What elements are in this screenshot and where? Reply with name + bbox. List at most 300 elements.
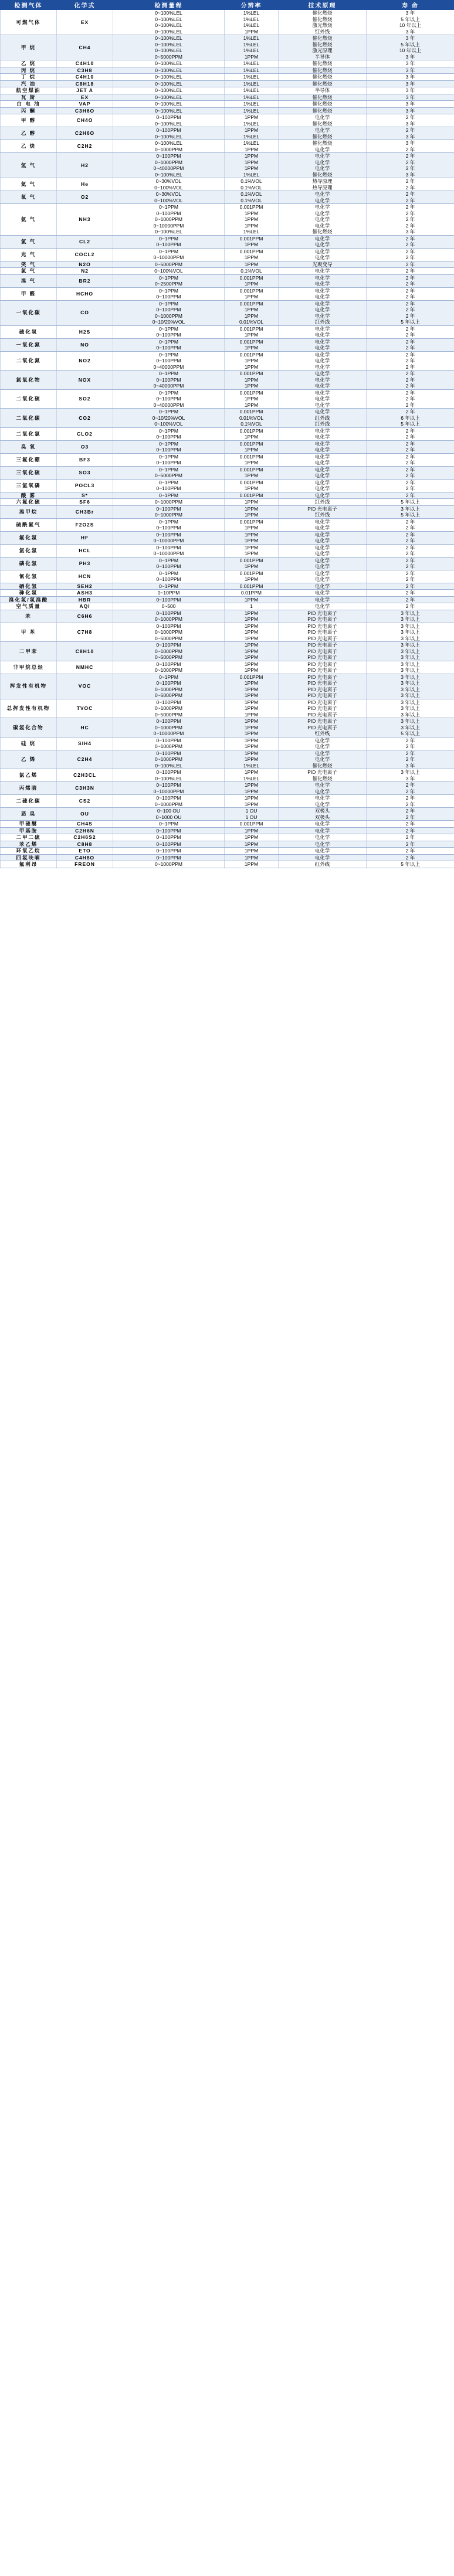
cell-detection-range: 0~10000PPM: [113, 550, 225, 557]
cell-technology: 电化学: [279, 570, 367, 576]
cell-resolution: 1%LEL: [225, 67, 279, 74]
cell-gas-name: 乙 醇: [1, 127, 57, 140]
cell-resolution: 1%LEL: [225, 140, 279, 147]
cell-resolution: 0.001PPM: [225, 466, 279, 473]
cell-technology: PID 光电离子: [279, 725, 367, 731]
cell-life: 3 年以上: [367, 692, 454, 699]
cell-detection-range: 0~40000PPM: [113, 383, 225, 389]
cell-gas-name: 非甲烷总烃: [1, 661, 57, 674]
cell-gas-name: 氮氧化物: [1, 371, 57, 390]
cell-gas-name: 挥发性有机物: [1, 674, 57, 699]
cell-resolution: 1PPM: [225, 642, 279, 648]
cell-detection-range: 0~1000PPM: [113, 667, 225, 674]
cell-life: 3 年以上: [367, 654, 454, 661]
cell-detection-range: 0~100PPM: [113, 531, 225, 538]
cell-resolution: 1PPM: [225, 473, 279, 479]
cell-formula: HCN: [57, 570, 113, 583]
cell-technology: 电化学: [279, 525, 367, 531]
cell-resolution: 1PPM: [225, 485, 279, 492]
cell-life: 3 年以上: [367, 661, 454, 667]
cell-technology: 激光燃烧: [279, 22, 367, 29]
cell-formula: SEH2: [57, 583, 113, 590]
cell-resolution: 1PPM: [225, 789, 279, 795]
cell-detection-range: 0~100%LEL: [113, 67, 225, 74]
cell-technology: 电化学: [279, 834, 367, 841]
cell-detection-range: 0~1PPM: [113, 518, 225, 525]
cell-life: 2 年: [367, 198, 454, 204]
cell-resolution: 1PPM: [225, 525, 279, 531]
cell-detection-range: 0~100PPM: [113, 576, 225, 583]
cell-technology: 电化学: [279, 434, 367, 440]
cell-formula: SIH4: [57, 737, 113, 750]
cell-formula: H2: [57, 153, 113, 178]
cell-life: 2 年: [367, 538, 454, 544]
cell-life: 2 年: [367, 563, 454, 570]
cell-formula: EX: [57, 94, 113, 101]
cell-detection-range: 0~10000PPM: [113, 254, 225, 261]
cell-technology: 电化学: [279, 782, 367, 789]
cell-life: 2 年: [367, 590, 454, 597]
table-row: [1, 492, 454, 499]
cell-life: 2 年: [367, 254, 454, 261]
table-row: [1, 204, 454, 210]
cell-gas-name: 一氧化氮: [1, 338, 57, 351]
table-row: [1, 841, 454, 848]
cell-detection-range: 0~1000PPM: [113, 861, 225, 868]
table-row: [1, 325, 454, 332]
cell-resolution: 0.1%VOL: [225, 191, 279, 198]
cell-technology: 电化学: [279, 216, 367, 223]
table-row: [1, 596, 454, 603]
cell-technology: 激光原理: [279, 47, 367, 54]
cell-detection-range: 0~10000PPM: [113, 223, 225, 229]
cell-detection-range: 0~5000PPM: [113, 654, 225, 661]
cell-resolution: 0.001PPM: [225, 583, 279, 590]
cell-technology: 电化学: [279, 531, 367, 538]
table-row: [1, 821, 454, 828]
cell-gas-name: 环氧乙烷: [1, 848, 57, 855]
cell-technology: PID 光电离子: [279, 718, 367, 725]
table-row: [1, 590, 454, 597]
cell-detection-range: 0~100PPM: [113, 396, 225, 402]
cell-life: 2 年: [367, 485, 454, 492]
cell-detection-range: 0~1000PPM: [113, 801, 225, 808]
cell-resolution: 1PPM: [225, 623, 279, 629]
cell-technology: 催化燃烧: [279, 134, 367, 140]
cell-gas-name: 硒化氢: [1, 583, 57, 590]
cell-resolution: 1%LEL: [225, 101, 279, 108]
cell-life: 2 年: [367, 204, 454, 210]
cell-formula: ASH3: [57, 590, 113, 597]
cell-technology: 催化燃烧: [279, 10, 367, 16]
cell-life: 10 年以上: [367, 22, 454, 29]
cell-technology: 红外线: [279, 512, 367, 518]
table-row: [1, 67, 454, 74]
cell-resolution: 1PPM: [225, 841, 279, 848]
cell-detection-range: 0~1000PPM: [113, 743, 225, 750]
cell-life: 2 年: [367, 281, 454, 287]
cell-detection-range: 0~1000PPM: [113, 147, 225, 153]
cell-life: 3 年: [367, 94, 454, 101]
table-row: [1, 287, 454, 294]
cell-technology: 电化学: [279, 371, 367, 377]
cell-life: 3 年以上: [367, 667, 454, 674]
cell-technology: 电化学: [279, 743, 367, 750]
cell-detection-range: 0~100%VOL: [113, 185, 225, 191]
cell-life: 2 年: [367, 313, 454, 320]
cell-life: 3 年: [367, 140, 454, 147]
cell-technology: PID 光电离子: [279, 667, 367, 674]
table-row: [1, 153, 454, 159]
cell-technology: 电化学: [279, 795, 367, 801]
cell-resolution: 1PPM: [225, 687, 279, 693]
cell-life: 3 年以上: [367, 705, 454, 712]
cell-life: 2 年: [367, 808, 454, 814]
cell-resolution: 0.001PPM: [225, 492, 279, 499]
cell-life: 5 年以上: [367, 319, 454, 325]
cell-resolution: 1PPM: [225, 692, 279, 699]
cell-resolution: 0.001PPM: [225, 204, 279, 210]
cell-life: 2 年: [367, 191, 454, 198]
cell-resolution: 1PPM: [225, 261, 279, 268]
cell-resolution: 1PPM: [225, 629, 279, 635]
cell-technology: PID 光电离子: [279, 629, 367, 635]
cell-formula: CLO2: [57, 427, 113, 440]
cell-resolution: 1%LEL: [225, 94, 279, 101]
gas-sensor-spec-sheet: [0, 0, 454, 868]
cell-technology: 红外线: [279, 499, 367, 506]
cell-detection-range: 0~1000PPM: [113, 216, 225, 223]
cell-gas-name: 光 气: [1, 248, 57, 261]
cell-life: 2 年: [367, 364, 454, 371]
cell-detection-range: 0~500: [113, 603, 225, 610]
cell-formula: POCL3: [57, 479, 113, 492]
cell-technology: 电化学: [279, 550, 367, 557]
cell-resolution: 1: [225, 603, 279, 610]
cell-technology: PID 光电离子: [279, 654, 367, 661]
cell-life: 2 年: [367, 841, 454, 848]
cell-resolution: 1PPM: [225, 538, 279, 544]
cell-detection-range: 0~10000PPM: [113, 730, 225, 737]
cell-technology: 催化燃烧: [279, 107, 367, 114]
cell-life: 2 年: [367, 814, 454, 821]
cell-formula: BF3: [57, 453, 113, 466]
cell-resolution: 1PPM: [225, 396, 279, 402]
cell-gas-name: 二氧化碳: [1, 409, 57, 428]
cell-detection-range: 0~100PPM: [113, 769, 225, 776]
cell-technology: 电化学: [279, 294, 367, 300]
cell-technology: 催化燃烧: [279, 42, 367, 48]
table-row: [1, 127, 454, 134]
cell-resolution: 0.001PPM: [225, 440, 279, 447]
cell-formula: HF: [57, 531, 113, 544]
cell-formula: H2S: [57, 325, 113, 338]
cell-life: 2 年: [367, 127, 454, 134]
cell-resolution: 1PPM: [225, 447, 279, 453]
cell-resolution: 1PPM: [225, 210, 279, 217]
table-row: [1, 718, 454, 725]
cell-resolution: 1%LEL: [225, 60, 279, 67]
cell-gas-name: 甲基胺: [1, 827, 57, 834]
cell-detection-range: 0~100PPM: [113, 699, 225, 705]
cell-resolution: 1PPM: [225, 834, 279, 841]
cell-detection-range: 0~1PPM: [113, 351, 225, 358]
cell-technology: 催化燃烧: [279, 35, 367, 42]
table-row: [1, 453, 454, 460]
cell-technology: 电化学: [279, 603, 367, 610]
cell-formula: C2H2: [57, 140, 113, 153]
cell-detection-range: 0~10/20%VOL: [113, 319, 225, 325]
cell-life: 2 年: [367, 479, 454, 485]
cell-resolution: 1PPM: [225, 699, 279, 705]
cell-resolution: 0.001PPM: [225, 300, 279, 307]
cell-life: 2 年: [367, 300, 454, 307]
cell-life: 3 年以上: [367, 674, 454, 680]
cell-formula: CO: [57, 300, 113, 325]
cell-formula: SO2: [57, 389, 113, 409]
cell-detection-range: 0~100%LEL: [113, 35, 225, 42]
cell-technology: 电化学: [279, 590, 367, 597]
cell-detection-range: 0~100%LEL: [113, 107, 225, 114]
cell-life: 2 年: [367, 596, 454, 603]
cell-resolution: 1PPM: [225, 499, 279, 506]
cell-resolution: 0.001PPM: [225, 409, 279, 415]
cell-resolution: 1%LEL: [225, 42, 279, 48]
cell-life: 3 年: [367, 10, 454, 16]
cell-gas-name: 甲硫醚: [1, 821, 57, 828]
cell-technology: 电化学: [279, 544, 367, 550]
cell-detection-range: 0~1PPM: [113, 583, 225, 590]
cell-resolution: 1PPM: [225, 294, 279, 300]
cell-technology: 半导体: [279, 54, 367, 60]
cell-life: 2 年: [367, 603, 454, 610]
cell-gas-name: 空气质量: [1, 603, 57, 610]
cell-life: 3 年以上: [367, 629, 454, 635]
cell-detection-range: 0~1000PPM: [113, 616, 225, 623]
cell-gas-name: 恶 臭: [1, 808, 57, 821]
cell-detection-range: 0~1PPM: [113, 479, 225, 485]
cell-life: 5 年以上: [367, 16, 454, 23]
cell-life: 3 年以上: [367, 505, 454, 512]
cell-life: 2 年: [367, 216, 454, 223]
cell-resolution: 1PPM: [225, 460, 279, 466]
cell-technology: 电化学: [279, 409, 367, 415]
table-row: [1, 518, 454, 525]
cell-formula: CS2: [57, 795, 113, 808]
cell-life: 3 年: [367, 80, 454, 87]
cell-detection-range: 0~100%LEL: [113, 42, 225, 48]
table-row: [1, 570, 454, 576]
cell-technology: 红外线: [279, 415, 367, 422]
cell-technology: PID 光电离子: [279, 648, 367, 655]
cell-life: 2 年: [367, 427, 454, 434]
cell-gas-name: 碳氢化合物: [1, 718, 57, 738]
cell-technology: PID 光电离子: [279, 623, 367, 629]
cell-technology: 热导原理: [279, 185, 367, 191]
cell-detection-range: 0~100PPM: [113, 680, 225, 687]
cell-technology: 电化学: [279, 460, 367, 466]
cell-formula: F2O2S: [57, 518, 113, 531]
cell-technology: 电化学: [279, 518, 367, 525]
cell-resolution: 1PPM: [225, 505, 279, 512]
cell-resolution: 1PPM: [225, 242, 279, 248]
cell-resolution: 1 OU: [225, 808, 279, 814]
cell-gas-name: 氦 气: [1, 178, 57, 191]
cell-technology: PID 光电离子: [279, 642, 367, 648]
cell-life: 10 年以上: [367, 47, 454, 54]
cell-gas-name: 酸 雾: [1, 492, 57, 499]
cell-formula: VAP: [57, 101, 113, 108]
table-row: [1, 861, 454, 868]
cell-detection-range: 0~100PPM: [113, 750, 225, 756]
cell-life: 3 年以上: [367, 616, 454, 623]
table-row: [1, 140, 454, 147]
cell-life: 3 年: [367, 121, 454, 127]
cell-detection-range: 0~100%LEL: [113, 172, 225, 178]
cell-formula: C3H8: [57, 67, 113, 74]
cell-detection-range: 0~100PPM: [113, 827, 225, 834]
cell-gas-name: 氯乙烯: [1, 769, 57, 782]
cell-technology: 电化学: [279, 287, 367, 294]
cell-gas-name: 溴化氢/氢溴酸: [1, 596, 57, 603]
cell-life: 2 年: [367, 153, 454, 159]
cell-resolution: 1PPM: [225, 159, 279, 166]
cell-life: 6 年以上: [367, 415, 454, 422]
cell-life: 5 年以上: [367, 42, 454, 48]
cell-life: 2 年: [367, 750, 454, 756]
cell-gas-name: 可燃气体: [1, 10, 57, 35]
cell-detection-range: 0~5000PPM: [113, 692, 225, 699]
table-row: [1, 389, 454, 396]
cell-life: 2 年: [367, 453, 454, 460]
cell-technology: 催化燃烧: [279, 60, 367, 67]
cell-gas-name: 氰化氢: [1, 570, 57, 583]
cell-formula: C2H4: [57, 750, 113, 769]
cell-resolution: 1PPM: [225, 550, 279, 557]
cell-technology: 催化燃烧: [279, 101, 367, 108]
cell-life: 3 年: [367, 101, 454, 108]
cell-technology: 电化学: [279, 389, 367, 396]
cell-life: 3 年: [367, 74, 454, 81]
cell-life: 2 年: [367, 242, 454, 248]
cell-life: 2 年: [367, 447, 454, 453]
cell-detection-range: 0~1PPM: [113, 287, 225, 294]
cell-resolution: 1PPM: [225, 848, 279, 855]
cell-formula: HBR: [57, 596, 113, 603]
cell-technology: 电化学: [279, 750, 367, 756]
cell-gas-name: 溴 气: [1, 274, 57, 287]
cell-life: 2 年: [367, 440, 454, 447]
cell-formula: C4H10: [57, 60, 113, 67]
cell-formula: C3H6O: [57, 107, 113, 114]
cell-detection-range: 0~100PPM: [113, 661, 225, 667]
cell-detection-range: 0~1PPM: [113, 570, 225, 576]
cell-formula: FREON: [57, 861, 113, 868]
cell-technology: 催化燃烧: [279, 763, 367, 769]
cell-formula: C3H3N: [57, 782, 113, 795]
table-row: [1, 603, 454, 610]
cell-technology: 红外线: [279, 421, 367, 427]
cell-life: 3 年以上: [367, 769, 454, 776]
cell-detection-range: 0~100PPM: [113, 345, 225, 351]
table-row: [1, 371, 454, 377]
cell-resolution: 0.001PPM: [225, 674, 279, 680]
cell-life: 3 年以上: [367, 680, 454, 687]
cell-life: 2 年: [367, 147, 454, 153]
cell-detection-range: 0~1PPM: [113, 274, 225, 281]
cell-detection-range: 0~100%LEL: [113, 134, 225, 140]
cell-life: 2 年: [367, 789, 454, 795]
cell-resolution: 1PPM: [225, 364, 279, 371]
cell-life: 2 年: [367, 345, 454, 351]
cell-formula: C4H8O: [57, 854, 113, 861]
cell-life: 2 年: [367, 159, 454, 166]
cell-formula: TVOC: [57, 699, 113, 718]
cell-life: 2 年: [367, 834, 454, 841]
cell-life: 3 年: [367, 229, 454, 235]
cell-detection-range: 0~40000PPM: [113, 402, 225, 409]
table-row: [1, 827, 454, 834]
cell-life: 2 年: [367, 460, 454, 466]
cell-resolution: 1PPM: [225, 756, 279, 763]
cell-detection-range: 0~100%LEL: [113, 229, 225, 235]
cell-gas-name: 乙 烷: [1, 60, 57, 67]
cell-resolution: 1PPM: [225, 254, 279, 261]
cell-resolution: 0.01%VOL: [225, 415, 279, 422]
cell-gas-name: 白 电 油: [1, 101, 57, 108]
cell-technology: 电化学: [279, 127, 367, 134]
table-row: [1, 178, 454, 185]
table-row: [1, 235, 454, 242]
cell-life: 2 年: [367, 737, 454, 743]
cell-life: 3 年: [367, 172, 454, 178]
cell-resolution: 0.1%VOL: [225, 178, 279, 185]
cell-resolution: 0.001PPM: [225, 453, 279, 460]
cell-gas-name: 乙 烯: [1, 750, 57, 769]
cell-gas-name: 氯 气: [1, 235, 57, 248]
cell-life: 2 年: [367, 525, 454, 531]
column-header-formula: 化学式: [57, 1, 113, 10]
cell-life: 2 年: [367, 570, 454, 576]
cell-resolution: 0.001PPM: [225, 274, 279, 281]
cell-resolution: 1PPM: [225, 147, 279, 153]
cell-resolution: 0.01PPM: [225, 590, 279, 597]
cell-resolution: 0.1%VOL: [225, 198, 279, 204]
cell-resolution: 1PPM: [225, 705, 279, 712]
cell-resolution: 1PPM: [225, 718, 279, 725]
cell-detection-range: 0~30%VOL: [113, 191, 225, 198]
cell-technology: 热导原理: [279, 178, 367, 185]
table-row: [1, 642, 454, 648]
cell-formula: C8H10: [57, 642, 113, 661]
cell-resolution: 1PPM: [225, 648, 279, 655]
table-row: [1, 80, 454, 87]
cell-technology: PID 光电离子: [279, 680, 367, 687]
cell-life: 2 年: [367, 383, 454, 389]
cell-resolution: 1PPM: [225, 661, 279, 667]
cell-detection-range: 0~100%LEL: [113, 60, 225, 67]
cell-resolution: 1PPM: [225, 377, 279, 383]
cell-detection-range: 0~100PPM: [113, 485, 225, 492]
cell-resolution: 1PPM: [225, 153, 279, 159]
cell-life: 2 年: [367, 402, 454, 409]
cell-resolution: 1PPM: [225, 596, 279, 603]
table-body: [1, 10, 454, 868]
cell-resolution: 1PPM: [225, 512, 279, 518]
cell-detection-range: 0~10000PPM: [113, 538, 225, 544]
cell-gas-name: 氨 气: [1, 204, 57, 236]
cell-detection-range: 0~5000PPM: [113, 54, 225, 60]
